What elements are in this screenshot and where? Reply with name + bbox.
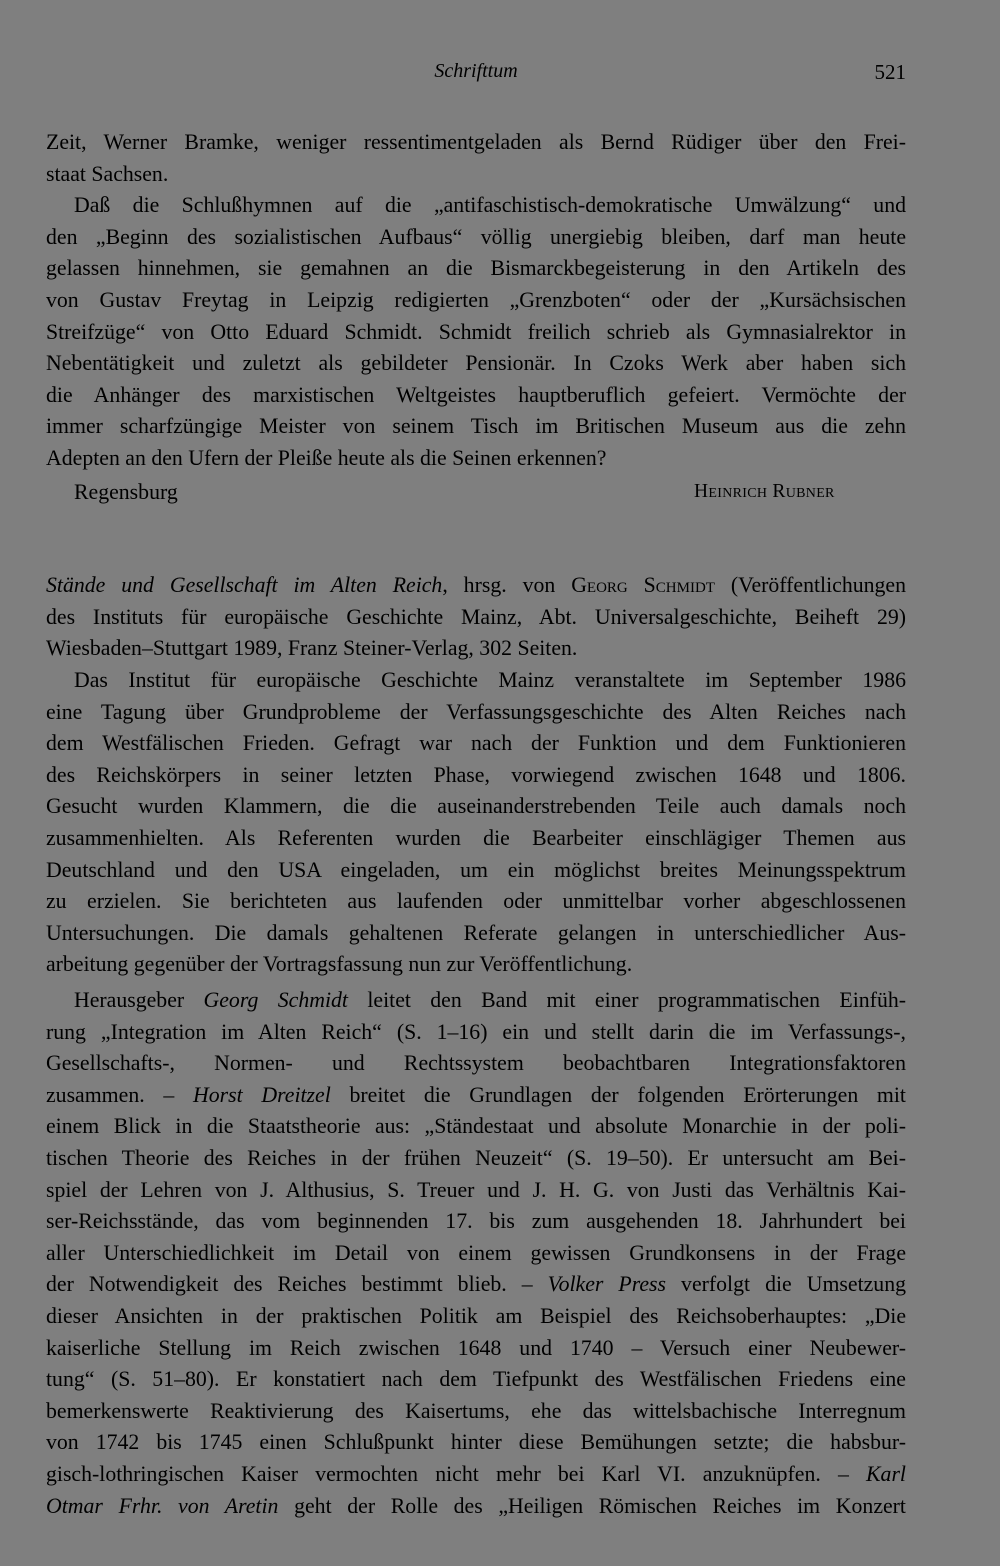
text-line [46, 1174, 906, 1206]
page-number: 521 [874, 60, 906, 84]
text-span: Untersuchungen. Die damals gehaltenen Referate gelangen in unterschiedlicher Aus- [46, 920, 906, 945]
text-line [46, 917, 906, 949]
text-span: ser-Reichsstände, das vom beginnenden 17. bis zum ausgehenden 18. Jahrhundert bei [46, 1209, 906, 1234]
text-line [46, 1268, 906, 1300]
page-header [46, 60, 906, 88]
text-span: des Instituts für europäische Geschichte Mainz, Abt. Universalgeschichte, Beiheft 29) [46, 604, 906, 629]
text-line [46, 1079, 906, 1111]
smallcaps-span: Georg Schmidt [571, 573, 715, 597]
text-line: die Anhänger des marxistischen Weltgeistes hauptberuflich gefeiert. Vermöchte der [46, 382, 906, 407]
text-line [46, 1395, 906, 1427]
text-line: Zeit, Werner Bramke, weniger ressentimentgeladen als Bernd Rüdiger über den Frei- [46, 130, 906, 154]
text-span: Deutschland und den USA eingeladen, um ein möglichst breites Meinungsspektrum [46, 857, 906, 882]
text-span: aller Unterschiedlichkeit im Detail von einem gewissen Grundkonsens in der Frage [46, 1240, 906, 1265]
italic-span: Karl [866, 1462, 906, 1486]
text-span: Gesucht wurden Klammern, die die auseinanderstrebenden Teile auch damals noch [46, 794, 906, 819]
text-line [46, 1047, 906, 1079]
text-span: verfolgt die Umsetzung [666, 1272, 906, 1297]
text-line [46, 790, 906, 822]
italic-span: Volker Press [547, 1272, 667, 1297]
text-span: Das Institut für europäische Geschichte Mainz veranstaltete im September 1986 [74, 668, 906, 692]
text-line: den „Beginn des sozialistischen Aufbaus“ völlig unergiebig bleiben, darf man heute [46, 224, 906, 249]
text-span: leitet den Band mit einer programmatischen Einfüh- [347, 988, 906, 1012]
citation-line [46, 632, 906, 664]
text-line [46, 1300, 906, 1332]
citation-line [46, 601, 906, 633]
running-title: Schrifttum [434, 60, 518, 82]
citation-line [46, 569, 906, 601]
text-line: Nebentätigkeit und zuletzt als gebildeter Pensionär. In Czoks Werk aber haben sich [46, 351, 906, 376]
text-span: zusammenhielten. Als Referenten wurden die Bearbeiter einschlägiger Themen aus [46, 826, 906, 850]
text-line [74, 664, 906, 696]
text-line [46, 885, 906, 917]
text-span: der Notwendigkeit des Reiches bestimmt blieb. – [46, 1272, 548, 1297]
text-span: Wiesbaden–Stuttgart 1989, Franz Steiner-Verlag, 302 Seiten. [46, 636, 578, 661]
text-span: arbeitung gegenüber der Vortragsfassung nun zur Veröffentlichung. [46, 952, 633, 977]
text-line [46, 1142, 906, 1174]
text-line [46, 1016, 906, 1048]
text-span: einem Blick in die Staatstheorie aus: „Ständestaat und absolute Monarchie in der poli- [46, 1114, 906, 1139]
text-span: gisch-lothringischen Kaiser vermochten nicht mehr bei Karl VI. anzuknüpfen. – [46, 1462, 867, 1486]
text-line [46, 822, 906, 854]
text-line [46, 1363, 906, 1395]
text-line [46, 1237, 906, 1269]
text-span: dem Westfälischen Frieden. Gefragt war nach der Funktion und dem Funktionieren [46, 731, 906, 756]
text-line: Adepten an den Ufern der Pleiße heute als die Seinen erkennen? [46, 446, 607, 470]
text-line [46, 948, 906, 980]
text-line [46, 854, 906, 886]
text-span: Gesellschafts-, Normen- und Rechtssystem beobachtbaren Integrationsfaktoren [46, 1051, 906, 1076]
signature-author: Heinrich Rubner [694, 481, 835, 502]
text-span: tung“ (S. 51–80). Er konstatiert nach dem Tiefpunkt des Westfälischen Friedens eine [46, 1367, 906, 1392]
text-span: rung „Integration im Alten Reich“ (S. 1–16) ein und stellt darin die im Verfassungs-, [46, 1019, 906, 1044]
text-line: Daß die Schlußhymnen auf die „antifaschistisch-demokratische Umwälzung“ und [74, 193, 906, 218]
text-span: breitet die Grundlagen der folgenden Erörterungen mit [330, 1082, 906, 1107]
text-line [46, 696, 906, 728]
text-line [46, 1110, 906, 1142]
text-span: kaiserliche Stellung im Reich zwischen 1648 und 1740 – Versuch einer Neubewer- [46, 1335, 906, 1360]
text-span: spiel der Lehren von J. Althusius, S. Treuer und J. H. G. von Justi das Verhältnis Kai- [46, 1177, 906, 1202]
text-span: Herausgeber [74, 988, 204, 1012]
text-span: des Reichskörpers in seiner letzten Phase, vorwiegend zwischen 1648 und 1806. [46, 762, 906, 787]
text-line [46, 727, 906, 759]
text-line: staat Sachsen. [46, 161, 169, 186]
text-span: zusammen. – [46, 1082, 193, 1107]
text-line [46, 1458, 906, 1490]
text-line: von Gustav Freytag in Leipzig redigierten „Grenzboten“ oder der „Kursächsischen [46, 288, 906, 312]
signature-place: Regensburg [74, 480, 178, 504]
text-line [46, 1205, 906, 1237]
text-span: eine Tagung über Grundprobleme der Verfassungsgeschichte des Alten Reiches nach [46, 699, 906, 724]
text-line: Streifzüge“ von Otto Eduard Schmidt. Schmidt freilich schrieb als Gymnasialrektor in [46, 319, 906, 344]
text-span: dieser Ansichten in der praktischen Politik am Beispiel des Reichsoberhauptes: „Die [46, 1304, 906, 1328]
text-span: tischen Theorie des Reiches in der frühen Neuzeit“ (S. 19–50). Er untersucht am Bei- [46, 1146, 906, 1170]
text-line [46, 759, 906, 791]
text-line [46, 1490, 906, 1522]
italic-span: Otmar Frhr. von Aretin [46, 1493, 279, 1518]
text-span: (Veröffentlichungen [714, 573, 906, 597]
text-span: bemerkenswerte Reaktivierung des Kaisertums, ehe das wittelsbachische Interregnum [46, 1398, 906, 1423]
text-span: von 1742 bis 1745 einen Schlußpunkt hinter diese Bemühungen setzte; die habsbur- [46, 1430, 906, 1455]
italic-span: Horst Dreitzel [192, 1082, 331, 1107]
text-span: geht der Rolle des „Heiligen Römischen Reiches im Konzert [278, 1493, 906, 1518]
text-span: , hrsg. von [442, 573, 572, 597]
italic-span: Georg Schmidt [203, 988, 348, 1012]
text-line [74, 984, 906, 1016]
text-span: zu erzielen. Sie berichteten aus laufenden oder unmittelbar vorher abgeschlossenen [46, 889, 906, 914]
text-line [46, 1426, 906, 1458]
text-line: gelassen hinnehmen, sie gemahnen an die Bismarckbegeisterung in den Artikeln des [46, 256, 906, 281]
text-line: immer scharfzüngige Meister von seinem Tisch im Britischen Museum aus die zehn [46, 414, 906, 439]
italic-span: Stände und Gesellschaft im Alten Reich [46, 573, 443, 597]
text-line [46, 1332, 906, 1364]
